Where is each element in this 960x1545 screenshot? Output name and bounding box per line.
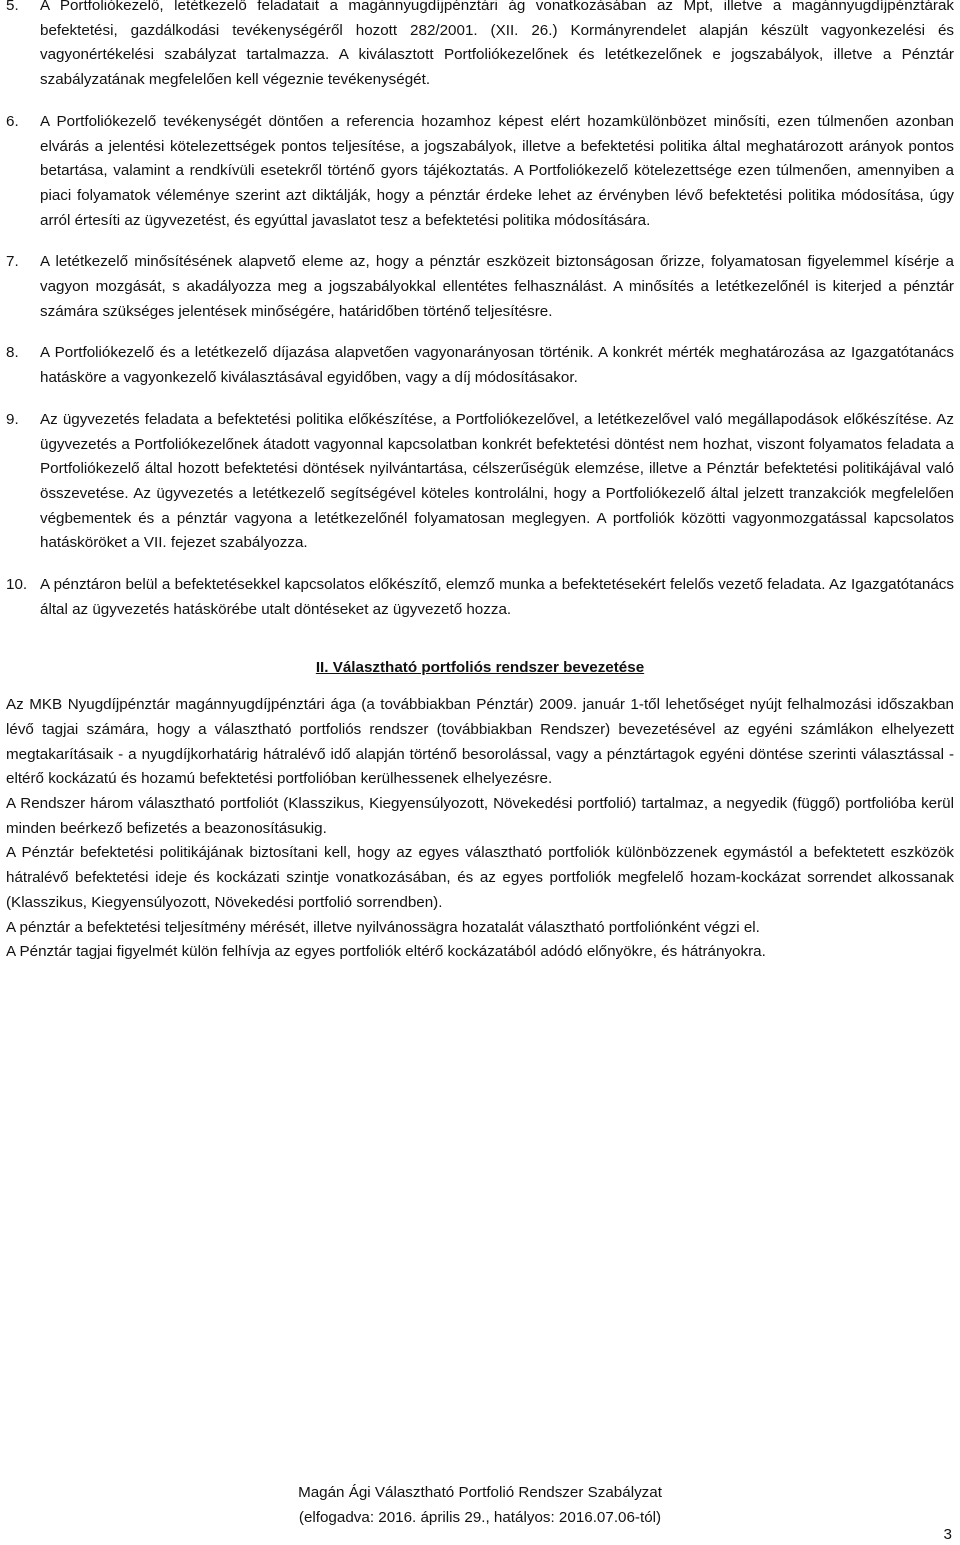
list-item (6, 573, 954, 622)
list-item-number: 10. (6, 576, 28, 594)
list-item-text: A letétkezelő minősítésének alapvető eleme az, hogy a pénztár eszközeit biztonságosan őrizze, folyamatosan figyelemmel kísérje a vagyon mozgását, s akadályozza meg a jogszabályokkal ellentétes felhasználást. A minősítés a letétkezelőnél is kiterjed a pénztár számára szükséges jelentések minőségére, határidőben történő teljesítésre. (40, 253, 954, 320)
list-item (6, 0, 954, 93)
list-item (6, 408, 954, 556)
page-number: 3 (943, 1526, 952, 1543)
paragraph: A pénztár a befektetési teljesítmény mérését, illetve nyilvánossägra hozatalát választható portfoliónként végzi el. (6, 918, 760, 936)
list-item-text: A Portfoliókezelő tevékenységét döntően a referencia hozamhoz képest elért hozamkülönbözet minősíti, ezen túlmenően azonban elvárás a jelentési kötelezettségek pontos teljesítése, a jogszabályok, illetve a befektetési politika által meghatározott arányok pontos betartása, valamint a rendkívüli esetekről történő gyors tájékoztatás. A Portfoliókezelő kötelezettsége ezen túlmenően, amennyiben a piaci folyamatok véleménye szerint azt diktálják, hogy a pénztár érdeke lehet az érvényben lévő befektetési politika módosítása, úgy arról értesíti az ügyvezetést, és egyúttal javaslatot tesz a befektetési politika módosítására. (40, 112, 954, 229)
footer-title: Magán Ági Választható Portfolió Rendszer Szabályzat (298, 1484, 662, 1501)
paragraph: A Pénztár befektetési politikájának biztosítani kell, hogy az egyes választható portfoliók különbözzenek egymástól a befektetett eszközök hátralévő befektetési ideje és kockázati szintje vonatkozásában, és az egyes portfoliók megfelelő hozam-kockázat sorrendet alkossanak (Klasszikus, Kiegyensúlyozott, Növekedési portfolió sorrendben). (6, 844, 954, 911)
numbered-list (6, 0, 954, 622)
list-item (6, 341, 954, 390)
list-item-text: A Portfoliókezelő és a letétkezelő díjazása alapvetően vagyonarányosan történik. A konkrét mérték meghatározása az Igazgatótanács hatásköre a vagyonkezelő kiválasztásával egyidőben, vagy a díj módosításakor. (40, 344, 954, 387)
document-page (6, 0, 954, 965)
list-item (6, 110, 954, 234)
paragraph: A Rendszer három választható portfoliót (Klasszikus, Kiegyensúlyozott, Növekedési portfolió) tartalmaz, a negyedik (függő) portfolióba kerül minden beérkező befizetés a beazonosításukig. (6, 794, 954, 837)
list-item-number: 6. (6, 112, 19, 130)
footer-dates: (elfogadva: 2016. április 29., hatályos: 2016.07.06-tól) (298, 1509, 662, 1526)
list-item-text: A Portfoliókezelő, letétkezelő feladatait a magánnyugdíjpénztári ág vonatkozásában az Mpt, illetve a magánnyugdíjpénztárak befektetési, gazdálkodási tevékenységéről hozott 282/2001. (XII. 26.) Kormányrendelet alapján készült vagyonkezelési és vagyonértékelési szabályzat tartalmazza. A kiválasztott Portfoliókezelőnek és letétkezelőnek e jogszabályok, illetve a Pénztár szabályzatának megfelelően kell végeznie tevékenységét. (40, 0, 954, 89)
list-item (6, 250, 954, 324)
section-title: II. Választható portfoliós rendszer bevezetése (315, 659, 645, 677)
list-item-number: 8. (6, 344, 19, 362)
list-item-number: 5. (6, 0, 19, 14)
list-item-text: Az ügyvezetés feladata a befektetési politika előkészítése, a Portfoliókezelővel, a letétkezelővel való megállapodások előkészítése. Az ügyvezetés a Portfoliókezelőnek átadott vagyonnal kapcsolatban konkrét befektetési döntést nem hozhat, viszont folyamatos feladata a Portfoliókezelő által hozott befektetési döntések nyilvántartása, célszerűségük elemzése, illetve a Pénztár befektetési politikájával való összevetése. Az ügyvezetés a letétkezelő segítségével köteles kontrolálni, hogy a Portfoliókezelő által jelzett tranzakciók megfelelően végbementek és a pénztár vagyona a letétkezelőnél folyamatosan meglegyen. A portfoliók közötti vagyonmozgatással kapcsolatos hatásköröket a VII. fejezet szabályozza. (40, 410, 954, 552)
list-item-number: 7. (6, 253, 19, 271)
paragraph: Az MKB Nyugdíjpénztár magánnyugdíjpénztári ága (a továbbiakban Pénztár) 2009. január 1-től lehetőséget nyújt felhalmozási időszakban lévő tagjai számára, hogy a választható portfoliós rendszer (továbbiakban Rendszer) bevezetésével az egyéni számlákon elhelyezett megtakarításaik - a nyugdíjkorhatárig hátralévő idő alapján történő besorolással, vagy a pénztártagok egyéni döntése szerinti választással - eltérő kockázatú és hozamú befektetési portfolióban kerülhessenek elhelyezésre. (6, 696, 954, 788)
page-footer (0, 1480, 960, 1530)
list-item-number: 9. (6, 410, 19, 428)
list-item-text: A pénztáron belül a befektetésekkel kapcsolatos előkészítő, elemző munka a befektetésekért felelős vezető feladata. Az Igazgatótanács által az ügyvezetés hatáskörébe utalt döntéseket az ügyvezető hozza. (40, 576, 954, 618)
paragraph: A Pénztár tagjai figyelmét külön felhívja az egyes portfoliók eltérő kockázatából adódó előnyökre, és hátrányokra. (6, 943, 766, 961)
